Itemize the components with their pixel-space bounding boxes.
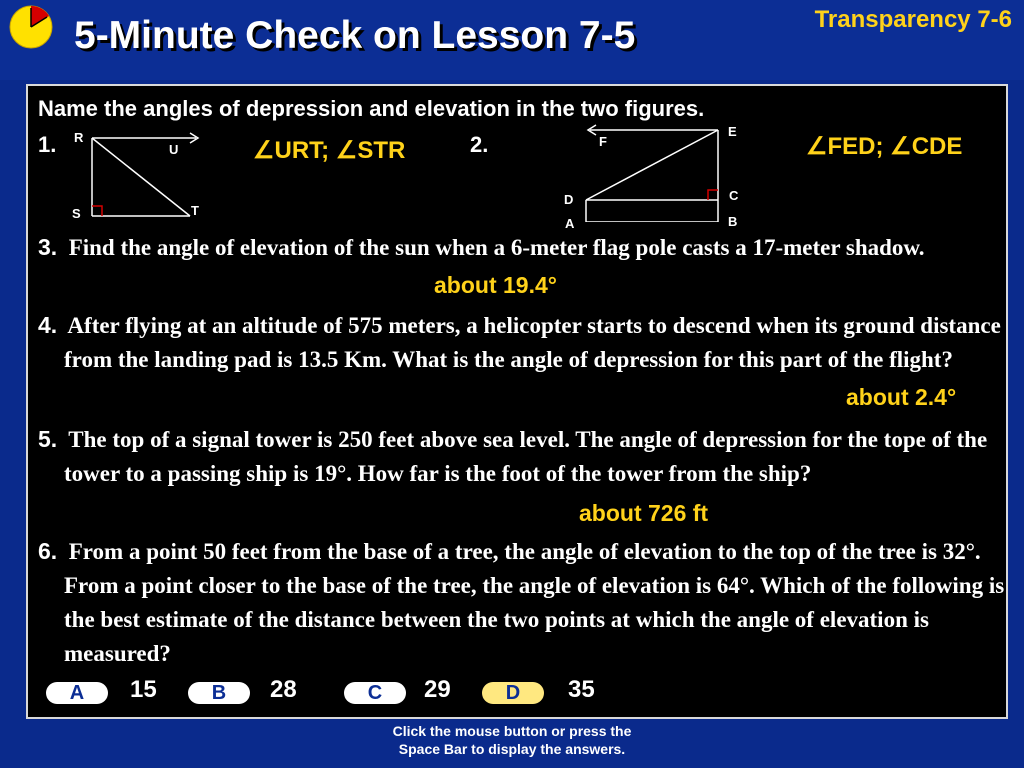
figure2-label-a: A (565, 216, 575, 231)
footer-hint-line1: Click the mouse button or press the (392, 723, 632, 739)
question-5 (38, 422, 1016, 491)
choice-a-value: 15 (130, 676, 157, 703)
figure1-diagram (78, 126, 208, 222)
figure2-label-f: F (599, 134, 607, 149)
question-4-number: 4. (38, 312, 58, 338)
figure2-answer: ∠FED; ∠CDE (806, 133, 963, 160)
question-6 (38, 534, 1016, 671)
question-4 (38, 308, 1016, 377)
figure1-label-u: U (169, 142, 179, 157)
choice-b-button[interactable]: B (188, 682, 250, 704)
question-4-text: After flying at an altitude of 575 meters, a helicopter starts to descend when its ground distance from the landing pad is 13.5 Km. What is the angle of depression for this part of the flight? (64, 313, 1001, 372)
figure1-label-r: R (74, 130, 84, 145)
figure1-label-s: S (72, 206, 81, 221)
question-5-answer: about 726 ft (579, 500, 709, 526)
question-6-number: 6. (38, 538, 58, 564)
question-3-number: 3. (38, 234, 58, 260)
clock-icon (8, 4, 54, 50)
figure1-answer: ∠URT; ∠STR (253, 137, 406, 164)
figure2-label-b: B (728, 214, 738, 229)
question-4-answer: about 2.4° (846, 384, 957, 410)
question-3 (38, 230, 1016, 265)
content-panel (26, 84, 1008, 719)
figure2-label-d: D (564, 192, 574, 207)
question-5-text: The top of a signal tower is 250 feet above sea level. The angle of depression for the tope of the tower to a passing ship is 19°. How far is the foot of the tower from the ship? (64, 427, 988, 486)
choice-b-value: 28 (270, 676, 297, 703)
question-5-number: 5. (38, 426, 58, 452)
figure2-label-c: C (729, 188, 739, 203)
page-title: 5-Minute Check on Lesson 7-5 (74, 14, 636, 57)
transparency-label: Transparency 7-6 (814, 6, 1012, 33)
choice-d-button[interactable]: D (482, 682, 544, 704)
slide-header (0, 0, 1024, 80)
choice-c-value: 29 (424, 676, 451, 703)
figure1-number: 1. (38, 132, 57, 157)
choice-a-button[interactable]: A (46, 682, 108, 704)
figure2-number: 2. (470, 132, 489, 157)
footer-hint-line2: Space Bar to display the answers. (398, 741, 626, 757)
prompt-text: Name the angles of depression and elevation in the two figures. (38, 96, 705, 121)
question-3-text: Find the angle of elevation of the sun when a 6-meter flag pole casts a 17-meter shadow. (68, 235, 925, 260)
question-6-text: From a point 50 feet from the base of a tree, the angle of elevation to the top of the tree is 32°. From a point closer to the base of the tree, the angle of elevation is 64°. Which of the following is the best estimate of the distance between the two points at which the angle of elevation is measured? (64, 539, 1005, 666)
choice-d-value: 35 (568, 676, 595, 703)
footer-hint (0, 722, 1024, 758)
figure1-label-t: T (191, 203, 199, 218)
question-3-answer: about 19.4° (434, 272, 557, 298)
figure2-label-e: E (728, 124, 737, 139)
choice-c-button[interactable]: C (344, 682, 406, 704)
